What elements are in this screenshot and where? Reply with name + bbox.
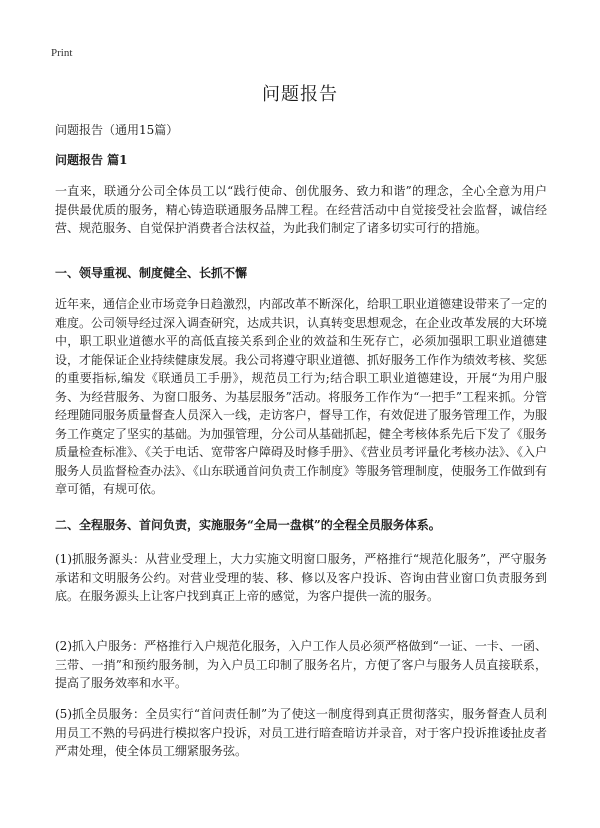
heading-full-service: 二、全程服务、首问负责，实施服务“全局一盘棋”的全程全员服务体系。	[55, 518, 441, 532]
paragraph-home-service: (2)抓入户服务：严格推行入户规范化服务，入户工作人员必须严格做到“一证、一卡、一函、三带、一捎”和预约服务制，为入户员工印制了服务名片，方便了客户与服务人员直接联系，提高了服务效率和水平。	[55, 639, 547, 690]
paragraph-leadership: 近年来，通信企业市场竞争日趋激烈，内部改革不断深化，给职工职业道德建设带来了一定的难度。公司领导经过深入调查研究，达成共识，认真转变思想观念，在企业改革发展的大环境中，职工职业道德水平的高低直接关系到企业的效益和生死存亡，必须加强职工职业道德建设，才能保证企业持续健康发展。我公司将遵守职业道德、抓好服务工作作为绩效考核、奖惩的重要指标,编发《联通员工手册》，规范员工行为;结合职工职业道德建设，开展“为用户服务、为经营服务、为窗口服务、为基层服务”活动。将服务工作作为“一把手”工程来抓。分管经理随同服务质量督查人员深入一线，走访客户，督导工作，有效促进了服务管理工作，为服务工作奠定了坚实的基础。为加强管理，分公司从基础抓起，健全考核体系先后下发了《服务质量检查标准》、《关于电话、宽带客户障碍及时修手册》、《营业员考评量化考核办法》、《入户服务人员监督检查办法》、《山东联通首问负责工作制度》等服务管理制度，使服务工作做到有章可循，有规可依。	[55, 297, 548, 496]
page-title: 问题报告	[262, 84, 338, 105]
intro-paragraph: 一直来，联通分公司全体员工以“践行使命、创优服务、致力和谐”的理念，全心全意为用户提供最优质的服务，精心铸造联通服务品牌工程。在经营活动中自觉接受社会监督，诚信经营、规范服务、自觉保护消费者合法权益，为此我们制定了诸多切实可行的措施。	[55, 184, 547, 235]
print-link[interactable]: Print	[51, 47, 73, 59]
heading-leadership: 一、领导重视、制度健全、长抓不懈	[55, 266, 248, 280]
paragraph-service-source: (1)抓服务源头：从营业受理上，大力实施文明窗口服务，严格推行“规范化服务”，严守服务承诺和文明服务公约。对营业受理的装、移、修以及客户投诉、咨询由营业窗口负责服务到底。在服务源头上让客户找到真正上帝的感觉，为客户提供一流的服务。	[55, 552, 547, 603]
document-subtitle: 问题报告（通用15篇）	[55, 123, 179, 137]
paragraph-all-staff-service: (5)抓全员服务：全员实行“首问责任制”为了使这一制度得到真正贯彻落实，服务督查人员利用员工不熟的号码进行模拟客户投诉，对员工进行暗查暗访并录音，对于客户投诉推诿扯皮者严肃处理，使全体员工绷紧服务弦。	[55, 707, 548, 758]
section-title: 问题报告 篇1	[55, 153, 128, 167]
